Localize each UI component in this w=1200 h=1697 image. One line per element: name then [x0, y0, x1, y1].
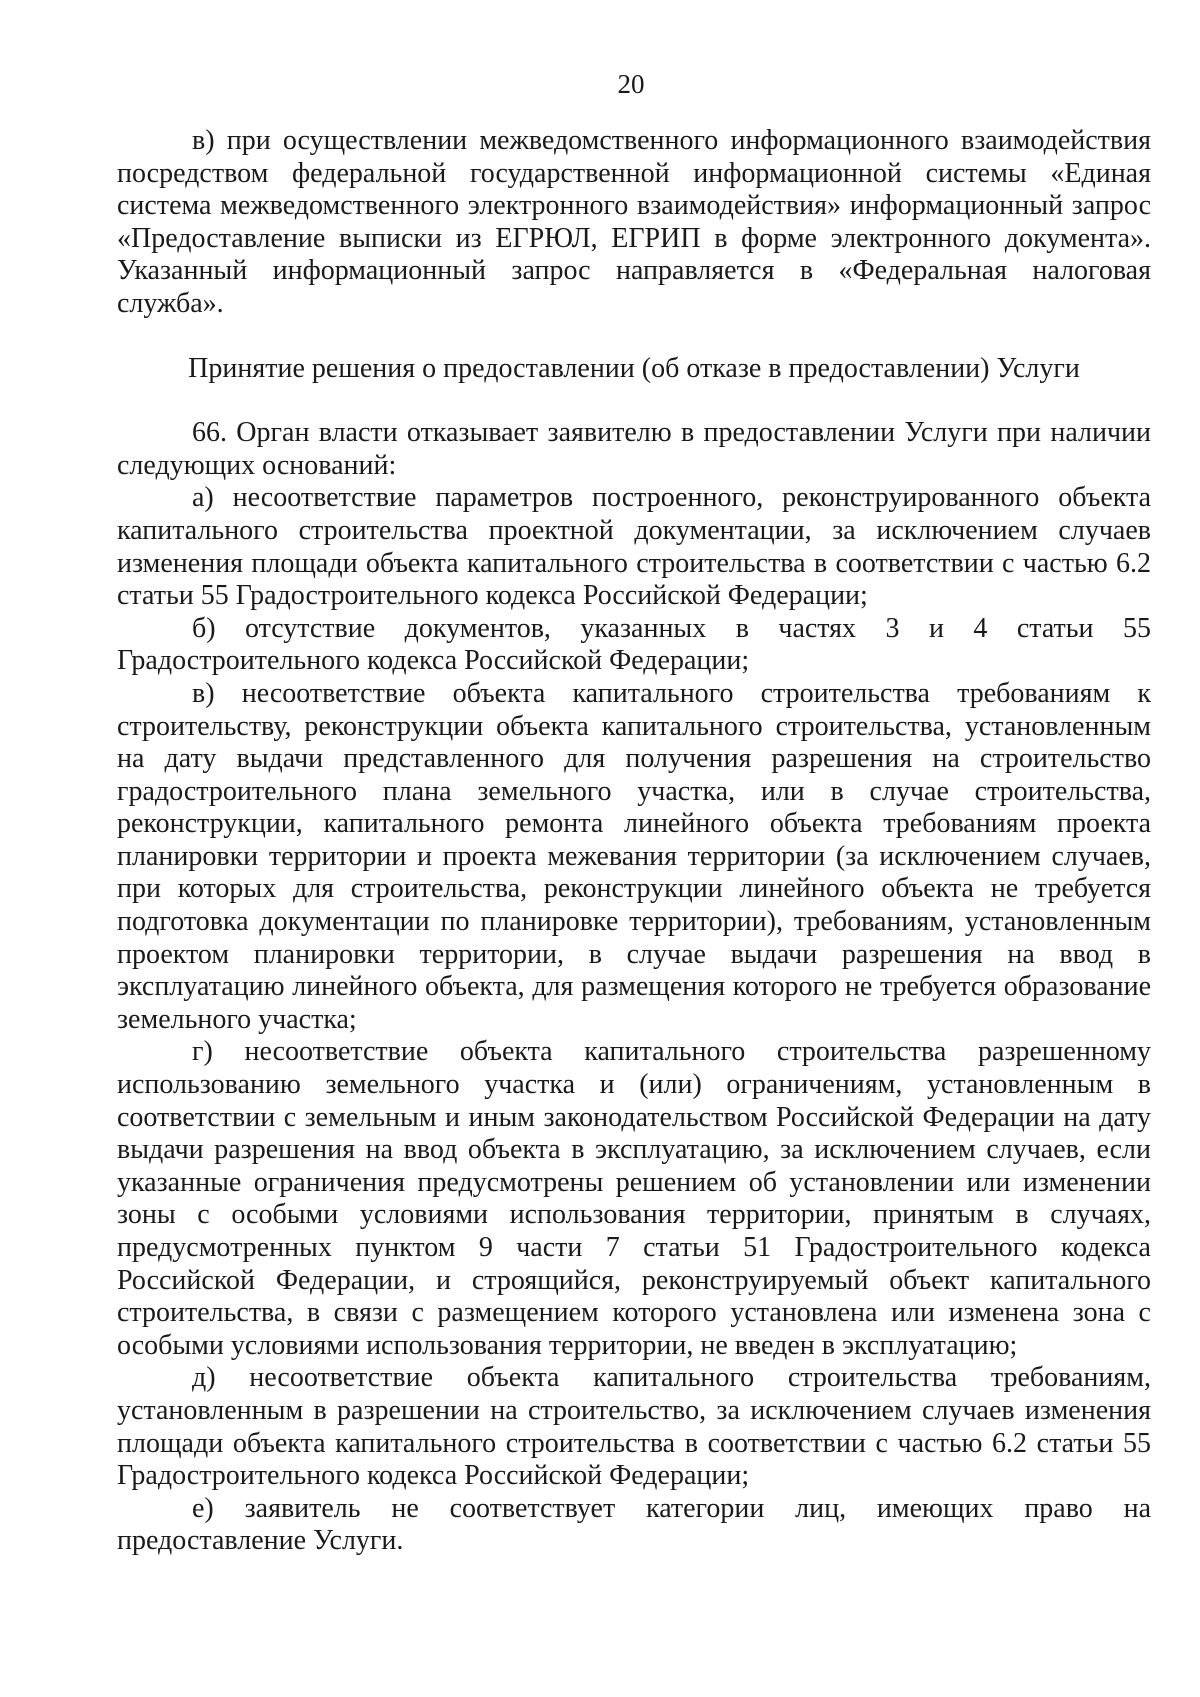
paragraph-66: 66. Орган власти отказывает заявителю в предоставлении Услуги при наличии следующих оснований: — [117, 417, 1151, 481]
paragraph-item-a: а) несоответствие параметров построенного, реконструированного объекта капитального строительства проектной документации, за исключением случаев изменения площади объекта капитального строительства в соответствии с частью 6.2 статьи 55 Градостроительного кодекса Российской Федерации; — [117, 482, 1151, 612]
page-number: 20 — [617, 69, 645, 99]
document-body — [117, 125, 1151, 1558]
paragraph-v-interagency-request: в) при осуществлении межведомственного информационного взаимодействия посредством федеральной государственной информационной системы «Единая система межведомственного электронного взаимодействия» информационный запрос «Предоставление выписки из ЕГРЮЛ, ЕГРИП в форме электронного документа». Указанный информационный запрос направляется в «Федеральная налоговая служба». — [117, 125, 1151, 319]
paragraph-item-b: б) отсутствие документов, указанных в частях 3 и 4 статьи 55 Градостроительного кодекса Российской Федерации; — [117, 612, 1151, 677]
paragraph-item-d: д) несоответствие объекта капитального строительства требованиям, установленным в разрешении на строительство, за исключением случаев изменения площади объекта капитального строительства в соответствии с частью 6.2 статьи 55 Градостроительного кодекса Российской Федерации; — [117, 1362, 1151, 1492]
paragraph-item-e: е) заявитель не соответствует категории лиц, имеющих право на предоставление Услуги. — [117, 1492, 1151, 1557]
paragraph-item-g: г) несоответствие объекта капитального строительства разрешенному использованию земельного участка и (или) ограничениям, установленным в соответствии с земельным и иным законодательством Российской Федерации на дату выдачи разрешения на ввод объекта в эксплуатацию, за исключением случаев, если указанные ограничения предусмотрены решением об установлении или изменении зоны с особыми условиями использования территории, принятым в случаях, предусмотренных пунктом 9 части 7 статьи 51 Градостроительного кодекса Российской Федерации, и строящийся, реконструируемый объект капитального строительства, в связи с размещением которого установлена или изменена зона с особыми условиями использования территории, не введен в эксплуатацию; — [117, 1036, 1151, 1361]
paragraph-item-v: в) несоответствие объекта капитального строительства требованиям к строительству, реконструкции объекта капитального строительства, установленным на дату выдачи представленного для получения разрешения на строительство градостроительного плана земельного участка, или в случае строительства, реконструкции, капитального ремонта линейного объекта требованиям проекта планировки территории и проекта межевания территории (за исключением случаев, при которых для строительства, реконструкции линейного объекта не требуется подготовка документации по планировке территории), требованиям, установленным проектом планировки территории, в случае выдачи разрешения на ввод в эксплуатацию линейного объекта, для размещения которого не требуется образование земельного участка; — [117, 677, 1151, 1035]
section-heading: Принятие решения о предоставлении (об отказе в предоставлении) Услуги — [188, 352, 1080, 384]
